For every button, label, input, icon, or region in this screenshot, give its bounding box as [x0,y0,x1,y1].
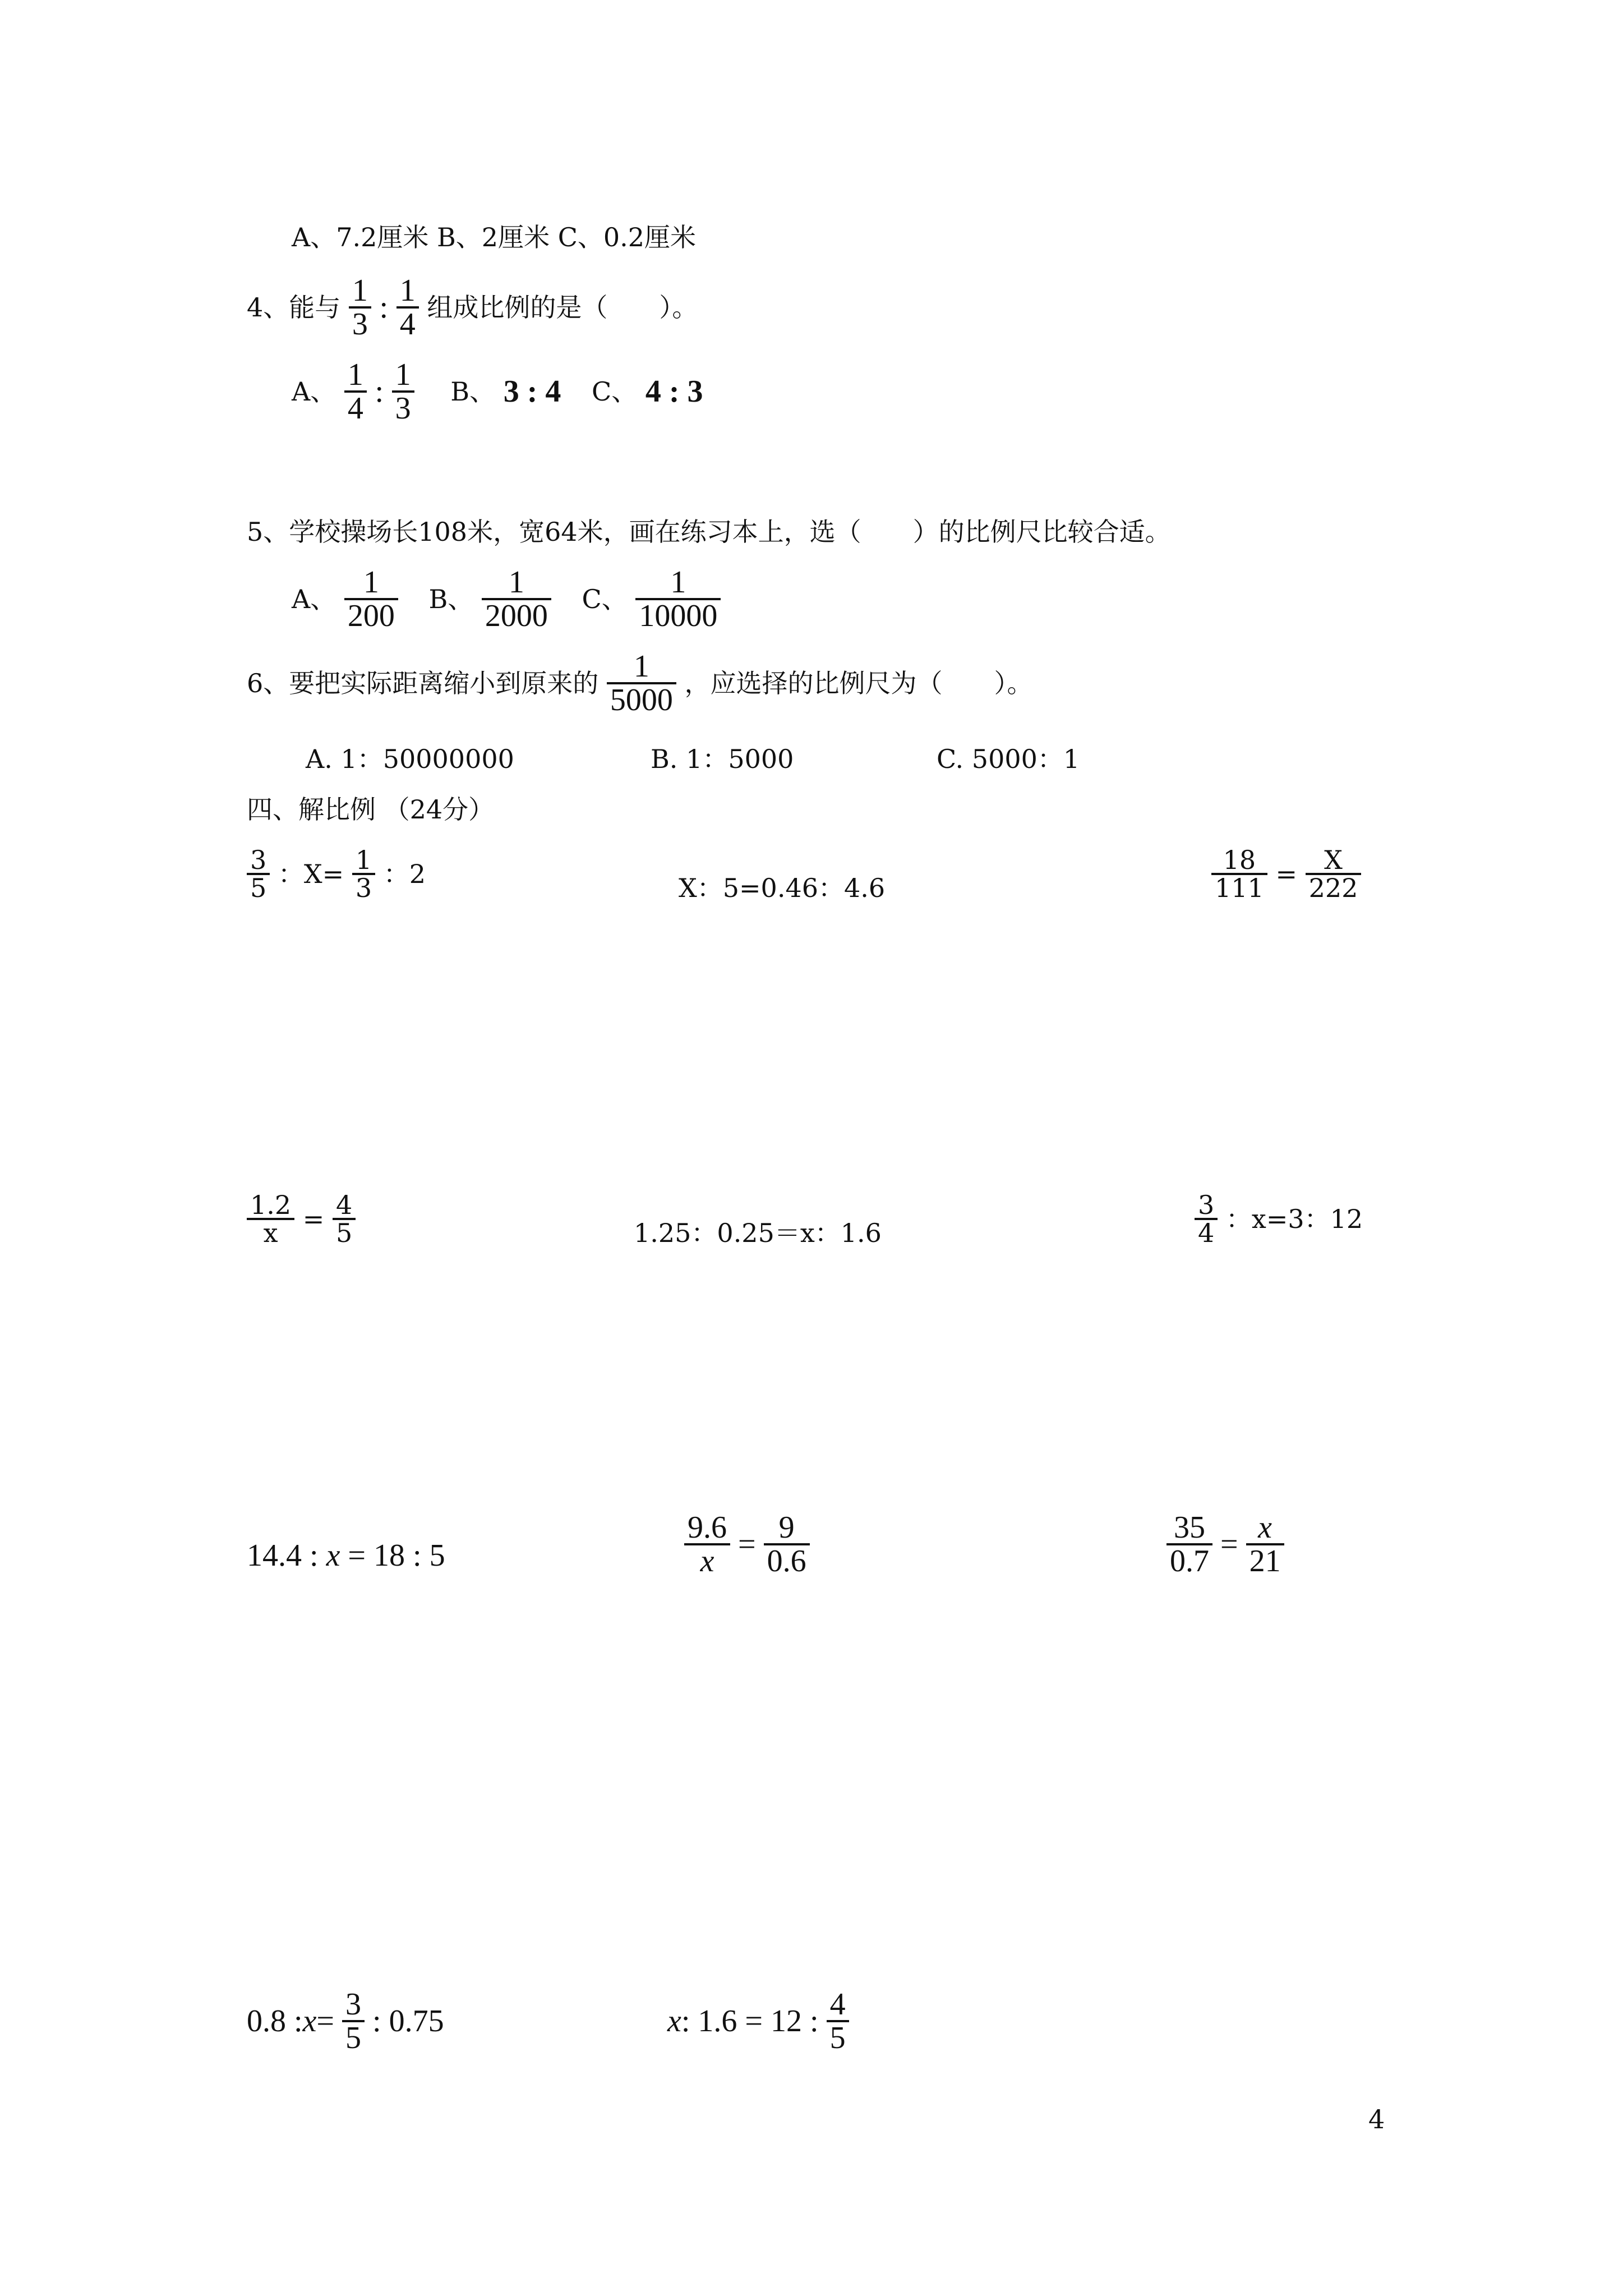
q5-option-a-label: A、 [292,584,336,614]
q4-option-b-label: B、 [450,376,496,407]
q4-option-b-value: 3 : 4 [503,374,561,409]
section-4-title: 四、解比例 （24分） [247,794,495,825]
q4-option-c-value: 4 : 3 [645,374,703,409]
q4-option-c-label: C、 [592,376,638,407]
equation-4: $\frac{1.2}{x}$ = $\frac{4}{5}$ [247,1192,356,1246]
q4-suffix: 组成比例的是（ ）。 [427,292,698,323]
q6-option-b: B. 1：5000 [651,744,794,774]
equation-9: $\frac{35}{0.7}$ = $\frac{x}{21}$ [1166,1512,1284,1577]
q4-colon: : [379,290,389,325]
equation-7: 14.4 : x = 18 : 5 [247,1538,445,1573]
equation-1: $\frac{3}{5}$ ：X= $\frac{1}{3}$ ：2 [247,847,426,901]
q5-options [292,567,721,632]
q5-option-c-frac: $\frac{1}{10000}$ [635,567,721,632]
q4-option-a-frac2: $\frac{1}{3}$ [392,359,414,424]
equation-10: 0.8 :x= $\frac{3}{5}$ : 0.75 [247,1987,444,2055]
page-number: 4 [1368,2104,1385,2134]
q4-prefix: 4、能与 [247,292,341,323]
equation-5: 1.25：0.25＝x：1.6 [634,1218,882,1248]
q4-fraction-b: $\frac{1}{4}$ [396,275,419,340]
equation-11: x: 1.6 = 12 : $\frac{4}{5}$ [667,1989,849,2054]
question-6 [247,651,1033,716]
q6-suffix: ，应选择的比例尺为（ ）。 [684,668,1033,698]
equation-6: $\frac{3}{4}$ ：x=3：12 [1195,1192,1363,1246]
q6-prefix: 6、要把实际距离缩小到原来的 [247,668,599,698]
q5-option-b-label: B、 [428,584,474,614]
question-4 [247,275,698,340]
q6-option-a: A. 1：50000000 [306,744,514,774]
q6-option-c: C. 5000：1 [937,744,1080,774]
question-5: 5、学校操场长108米，宽64米，画在练习本上，选（ ）的比例尺比较合适。 [247,517,1171,547]
equation-8: $\frac{9.6}{x}$ = $\frac{9}{0.6}$ [684,1512,810,1577]
q4-option-a-frac1: $\frac{1}{4}$ [344,359,367,424]
q5-option-c-label: C、 [582,584,628,614]
q3-options: A、7.2厘米 B、2厘米 C、0.2厘米 [292,222,697,252]
equation-3: $\frac{18}{111}$ = $\frac{X}{222}$ [1211,847,1361,901]
q5-option-a-frac: $\frac{1}{200}$ [344,567,398,632]
q4-fraction-a: $\frac{1}{3}$ [349,275,371,340]
q6-fraction: $\frac{1}{5000}$ [607,651,676,716]
q4-options: A、 $\frac{1}{4}$ : $\frac{1}{3}$ B、 3 : 4 C、 4 : 3 [292,357,703,426]
equation-2: X：5=0.46：4.6 [679,873,886,903]
q5-option-b-frac: $\frac{1}{2000}$ [482,567,551,632]
q4-option-a-label: A、 [292,376,336,407]
